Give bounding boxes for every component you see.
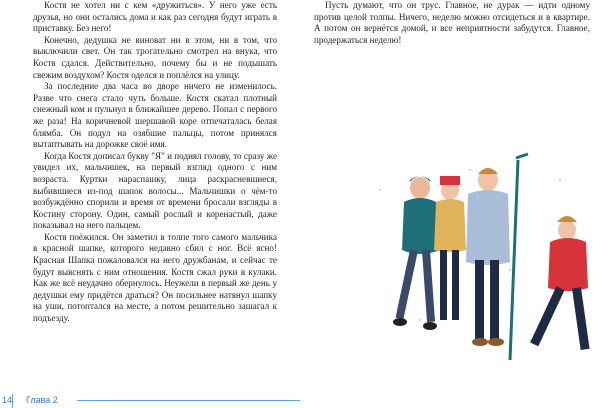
paragraph: Конечно, дедушка не виноват ни в этом, ни в том, что выключили свет. Он так трогательно смотрел на внука, что Костя сдался. Действительно, почему бы и не подышать свежим воздухом? Костя оделся и поплёлся на улицу. <box>33 34 277 80</box>
page-number: 14 <box>2 395 13 405</box>
boy-tall-grey <box>466 168 510 346</box>
paragraph: Когда Костя дописал букву "Я" и поднял голову, то сразу же увидел их, мальчишек, на первый взгляд одного с ним возраста. Куртки нараспашку, лица раскрасневшиеся, выбившиеся из-под шапок волосы... Мальчишки о чём-то возбуждённо спорили и время от времени бросали взгляды в Костину сторону. Один, самый рослый и коренастый, даже показывал на него пальцем. <box>33 150 277 231</box>
paragraph: Пусть думают, что он трус. Главное, не дурак — идти одному против целой толпы. Ничего, неделю можно отсидеться и в квартире. А потом он вернётся домой, и все неприятности забудутся. Главное, продержаться неделю! <box>314 0 590 45</box>
boy-red-hat <box>434 176 466 320</box>
illustration-boys-in-snow <box>360 150 600 380</box>
left-page-text <box>33 0 277 325</box>
hockey-stick <box>510 160 518 360</box>
right-page-text <box>314 0 590 46</box>
footer-divider <box>12 394 13 408</box>
paragraph: Костя поёжился. Он заметил в толпе того самого мальчика в красной шапке, которого недавно сбил с ног. Всё ясно! Красная Шапка пожаловался на него дружбанам, и сейчас те будут выяснять с ним отношения. Костя сжал руки в кулаки. Как же всё неудачно обернулось. Неужели в первый же день у дедушки ему придётся драться? Он посильнее натянул шапку на уши, потоптался на месте, а потом решительно зашагал к подъезду. <box>33 231 277 324</box>
page-footer <box>0 394 300 408</box>
boy-teal-jacket <box>393 176 440 330</box>
right-page <box>300 0 600 408</box>
paragraph: За последние два часа во дворе ничего не изменилось. Разве что снега стало чуть больше. Костя скатал плотный снежный ком и пульнул в ближайшее дерево. Попал с первого же раза! На коричневой шершавой коре отпечаталась белая блямба. Он подул на озябшие пальцы, потом принялся вытаптывать на дорожке своё имя. <box>33 81 277 150</box>
chapter-label: Глава 2 <box>26 395 58 405</box>
footer-rule <box>77 400 300 401</box>
paragraph: Костя не хотел ни с кем «дружиться». У него уже есть друзья, но они остались дома и как раз сегодня будут играть в приставку. Без него! <box>33 0 277 34</box>
boy-red-jacket <box>530 216 589 350</box>
